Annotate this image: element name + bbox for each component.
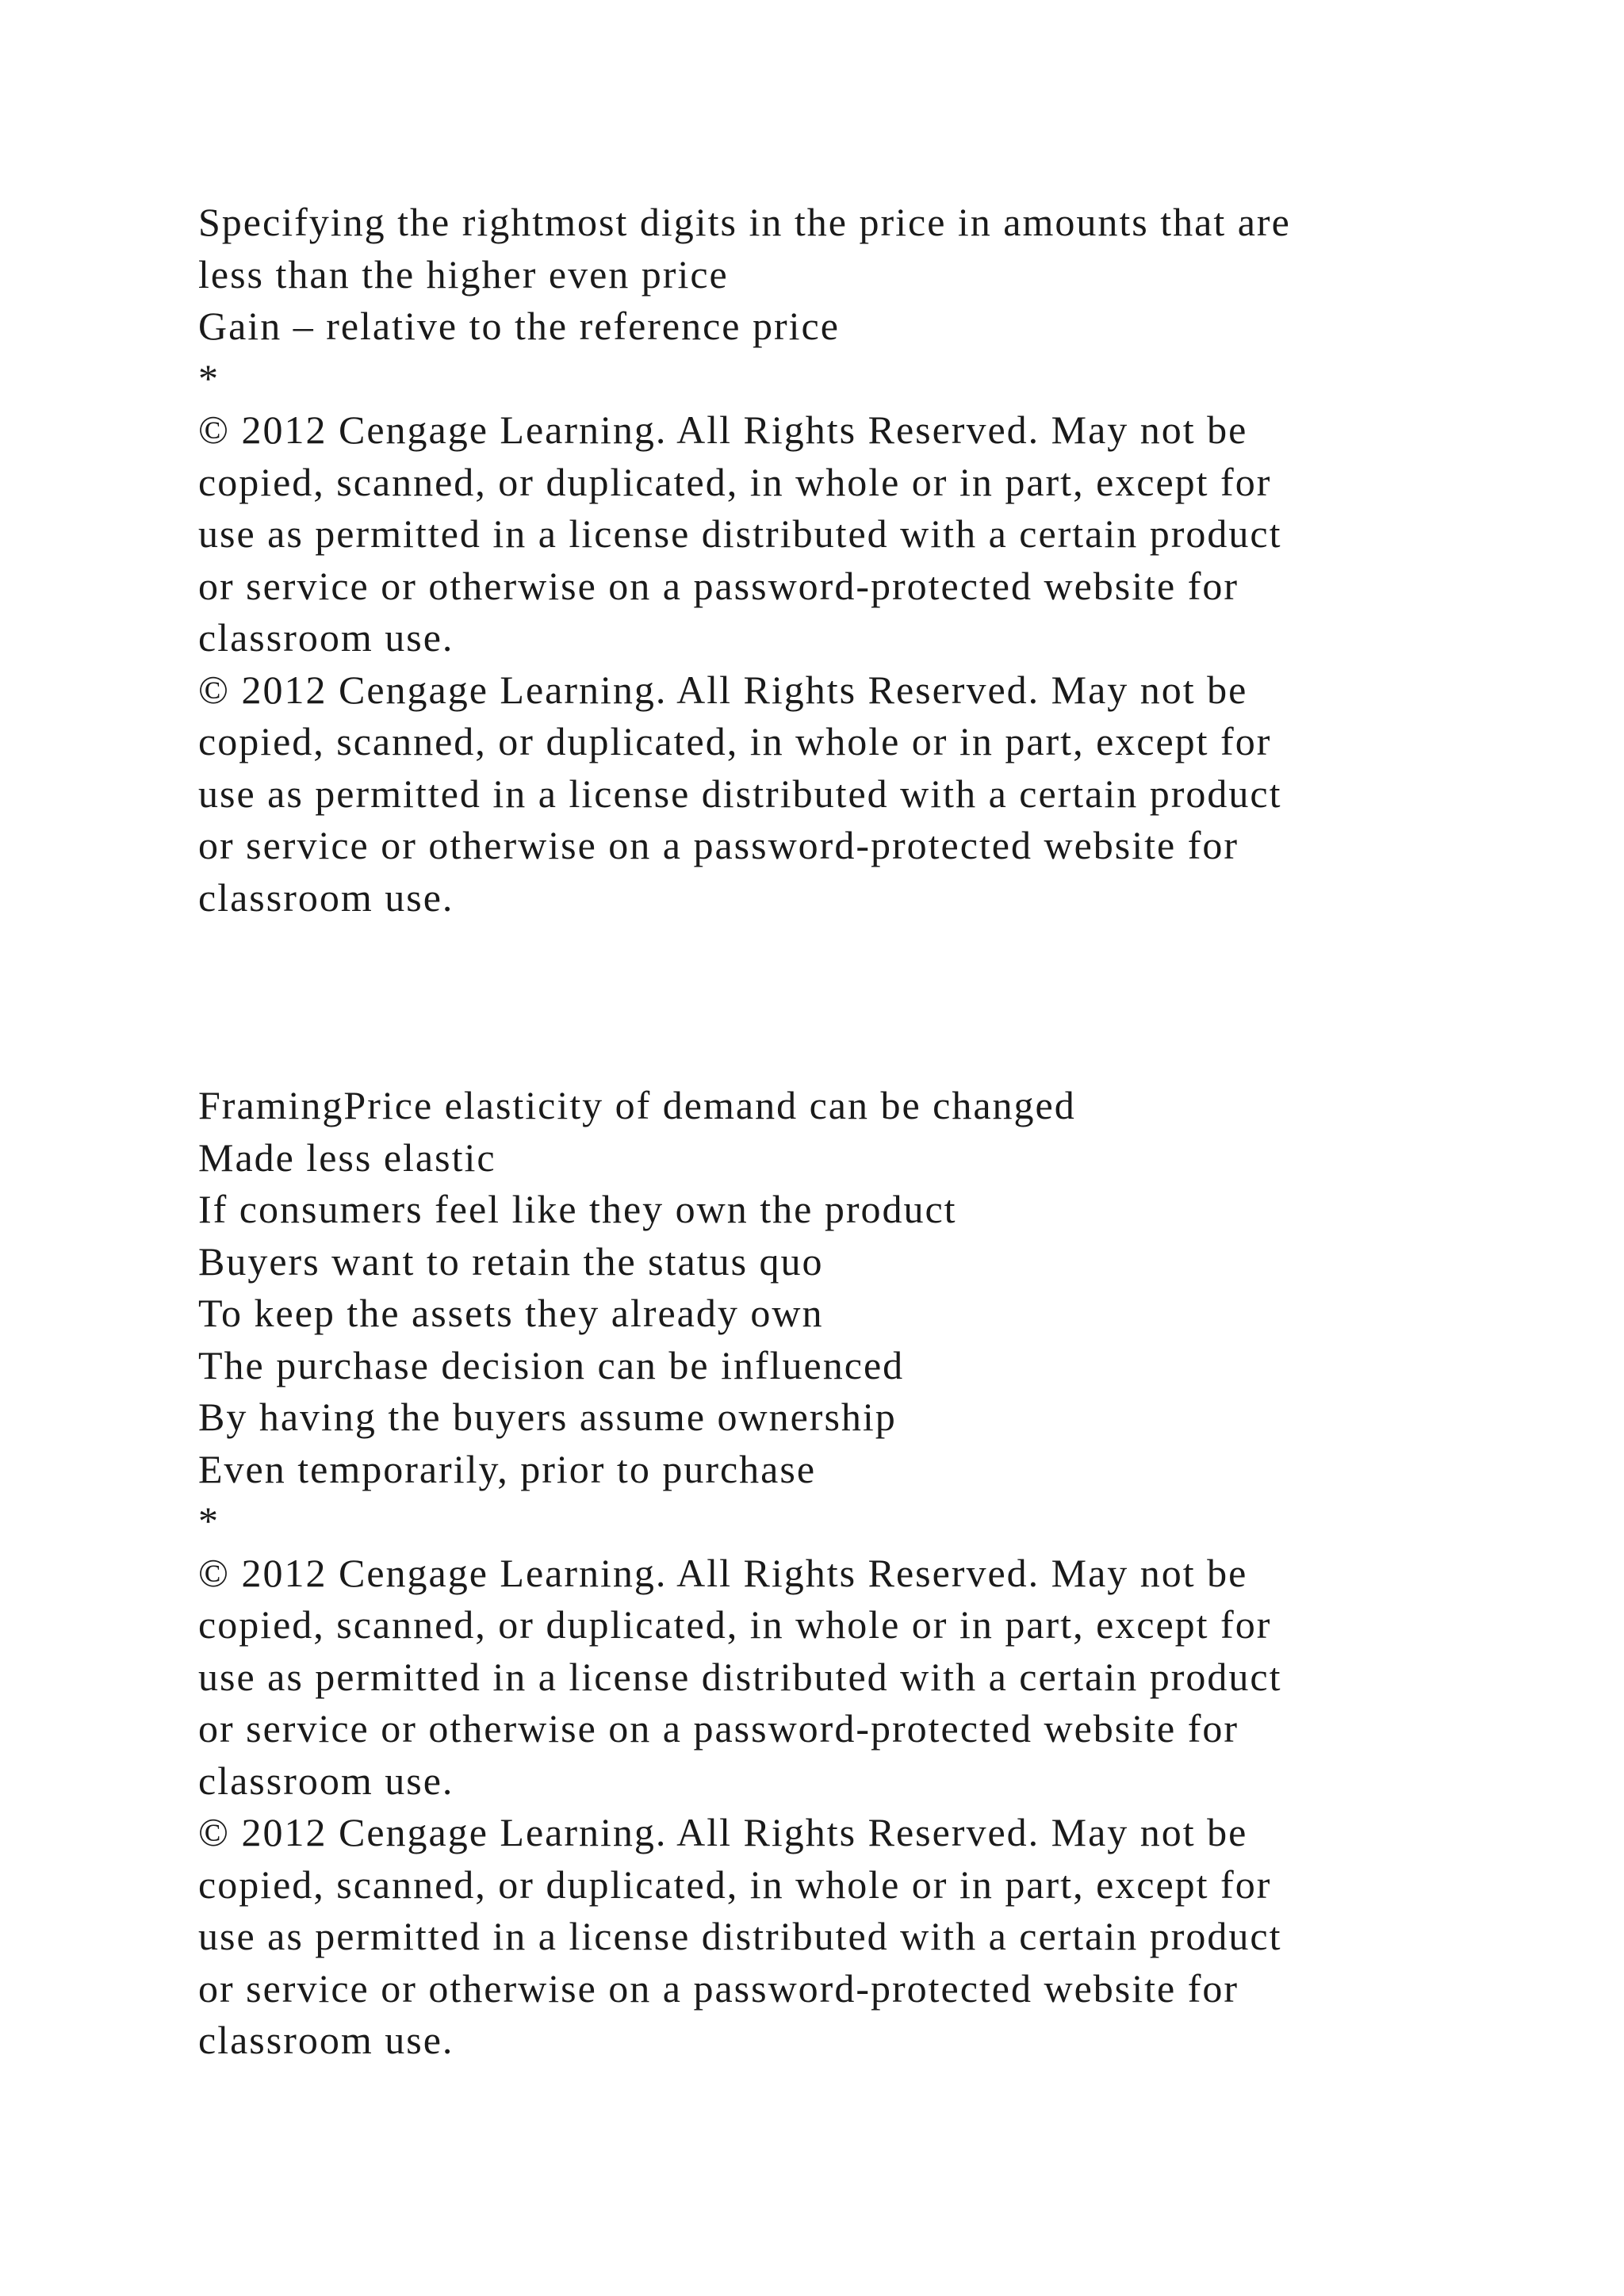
copyright-line: copied, scanned, or duplicated, in whole or in part, except for (198, 1862, 1272, 1907)
text-line: The purchase decision can be influenced (198, 1342, 905, 1387)
text-line: less than the higher even price (198, 251, 729, 297)
section-framing-text (198, 1080, 1467, 2067)
copyright-line: classroom use. (198, 615, 454, 660)
copyright-line: use as permitted in a license distributed with a certain product (198, 1914, 1282, 1958)
text-line: Specifying the rightmost digits in the price in amounts that are (198, 200, 1291, 244)
text-line: Made less elastic (198, 1135, 496, 1180)
copyright-line: copied, scanned, or duplicated, in whole or in part, except for (198, 1602, 1272, 1647)
separator-asterisk: * (198, 1498, 220, 1543)
section-pricing-text (198, 197, 1467, 924)
copyright-line: use as permitted in a license distributed with a certain product (198, 511, 1282, 556)
copyright-line: © 2012 Cengage Learning. All Rights Reserved. May not be (198, 408, 1248, 452)
copyright-line: use as permitted in a license distributed with a certain product (198, 771, 1282, 816)
text-line: By having the buyers assume ownership (198, 1395, 897, 1439)
copyright-line: use as permitted in a license distributed with a certain product (198, 1654, 1282, 1699)
copyright-line: © 2012 Cengage Learning. All Rights Reserved. May not be (198, 1550, 1248, 1595)
copyright-line: © 2012 Cengage Learning. All Rights Reserved. May not be (198, 1810, 1248, 1854)
text-line: Buyers want to retain the status quo (198, 1238, 824, 1284)
copyright-line: copied, scanned, or duplicated, in whole or in part, except for (198, 719, 1272, 763)
separator-asterisk: * (198, 355, 220, 400)
copyright-line: classroom use. (198, 874, 454, 920)
text-line: Even temporarily, prior to purchase (198, 1446, 817, 1491)
text-line: If consumers feel like they own the product (198, 1187, 957, 1231)
copyright-line: © 2012 Cengage Learning. All Rights Reserved. May not be (198, 667, 1248, 712)
copyright-line: or service or otherwise on a password-protected website for (198, 1706, 1239, 1751)
text-line: Gain – relative to the reference price (198, 304, 840, 348)
copyright-line: classroom use. (198, 1758, 454, 1803)
copyright-line: or service or otherwise on a password-protected website for (198, 823, 1239, 867)
copyright-line: or service or otherwise on a password-protected website for (198, 563, 1239, 608)
section-heading-line: FramingPrice elasticity of demand can be changed (198, 1083, 1076, 1127)
copyright-line: copied, scanned, or duplicated, in whole or in part, except for (198, 459, 1272, 504)
copyright-line: or service or otherwise on a password-protected website for (198, 1965, 1239, 2011)
copyright-line: classroom use. (198, 2018, 454, 2062)
text-line: To keep the assets they already own (198, 1291, 824, 1335)
